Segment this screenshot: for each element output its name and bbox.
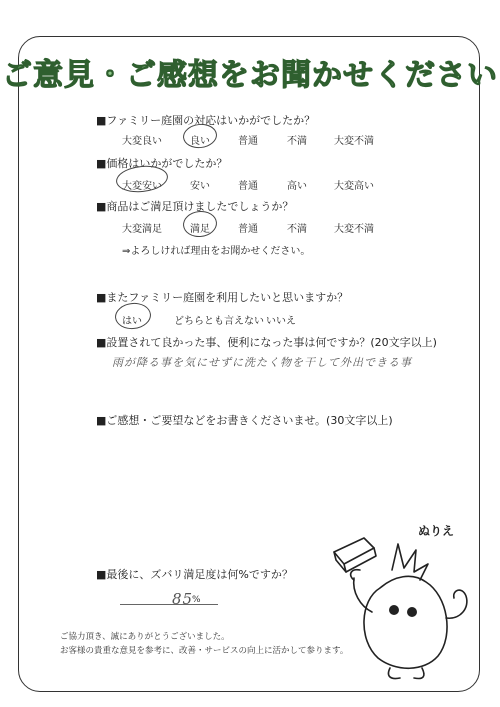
reason-prompt: ⇒よろしければ理由をお聞かせください。	[122, 246, 311, 257]
option-cheap[interactable]: 安い	[190, 181, 210, 192]
page-title: ご意見・ご感想をお聞かせください	[2, 58, 498, 93]
option-good[interactable]: 良い	[190, 136, 210, 147]
percent-unit: %	[192, 595, 201, 605]
option-neither[interactable]: どちらとも言えない	[174, 316, 264, 327]
coloring-label: ぬりえ	[418, 524, 455, 538]
option-normal[interactable]: 普通	[238, 181, 258, 192]
question-reuse: ■またファミリー庭園を利用したいと思いますか？	[96, 291, 349, 304]
option-normal[interactable]: 普通	[238, 136, 258, 147]
option-expensive[interactable]: 高い	[287, 181, 307, 192]
improvement-text: お客様の貴重な意見を参考に、改善・サービスの向上に活かして参ります。	[60, 646, 349, 656]
option-unsatisfied[interactable]: 不満	[287, 224, 307, 235]
mascot-illustration	[320, 530, 480, 690]
option-yes[interactable]: はい	[122, 316, 142, 327]
option-satisfied[interactable]: 満足	[190, 224, 210, 235]
option-very-cheap[interactable]: 大変安い	[122, 181, 162, 192]
option-very-good[interactable]: 大変良い	[122, 136, 162, 147]
option-unsatisfied[interactable]: 不満	[287, 136, 307, 147]
answer-underline	[120, 604, 218, 605]
question-service: ■ファミリー庭園の対応はいかがでしたか？	[96, 114, 316, 127]
question-satisfaction: ■最後に、ズバリ満足度は何%ですか？	[96, 568, 293, 581]
question-feedback: ■ご感想・ご要望などをお書きくださいませ。(30文字以上)	[96, 414, 393, 427]
question-benefit: ■設置されて良かった事、便利になった事は何ですか？(20文字以上)	[96, 336, 437, 349]
option-normal[interactable]: 普通	[238, 224, 258, 235]
option-very-satisfied[interactable]: 大変満足	[122, 224, 162, 235]
option-no[interactable]: いいえ	[266, 316, 296, 327]
question-price: ■価格はいかがでしたか？	[96, 157, 228, 170]
thanks-text: ご協力頂き、誠にありがとうございました。	[60, 632, 230, 642]
benefit-answer: 雨が降る事を気にせずに洗たく物を干して外出できる事	[112, 356, 412, 369]
option-very-expensive[interactable]: 大変高い	[334, 181, 374, 192]
satisfaction-answer: 85	[172, 590, 194, 608]
mascot-right-eye	[407, 607, 417, 617]
option-very-unsatisfied[interactable]: 大変不満	[334, 136, 374, 147]
question-product: ■商品はご満足頂けましたでしょうか？	[96, 200, 294, 213]
option-very-unsatisfied[interactable]: 大変不満	[334, 224, 374, 235]
mascot-left-eye	[389, 605, 399, 615]
